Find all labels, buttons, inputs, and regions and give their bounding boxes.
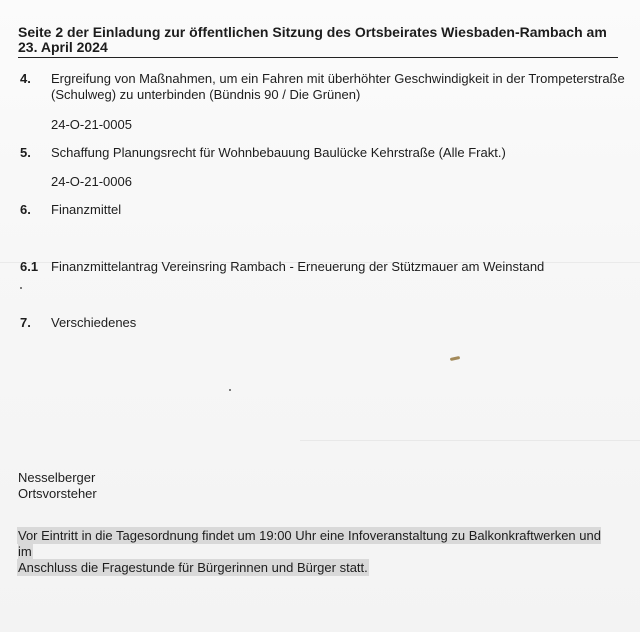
agenda-item-number: 6. [20, 202, 31, 217]
signature-name: Nesselberger [18, 470, 96, 485]
scan-smudge [450, 356, 460, 361]
highlighted-note [18, 528, 618, 576]
note-line: Vor Eintritt in die Tagesordnung findet um 19:00 Uhr eine Infoveranstaltung zu Balkonkraftwerken und im [18, 528, 601, 559]
page-header: Seite 2 der Einladung zur öffentlichen Sitzung des Ortsbeirates Wiesbaden-Rambach am 23. April 2024 [18, 25, 618, 58]
scan-speck [229, 389, 231, 391]
agenda-item-number: 7. [20, 315, 31, 330]
note-line: Anschluss die Fragestunde für Bürgerinnen und Bürger statt. [18, 560, 368, 575]
agenda-item-reference: 24-O-21-0006 [51, 174, 132, 189]
signature-block [18, 470, 97, 502]
scan-speck [20, 287, 22, 289]
signature-role: Ortsvorsteher [18, 486, 97, 501]
agenda-item-text: Finanzmittelantrag Vereinsring Rambach - Erneuerung der Stützmauer am Weinstand [51, 259, 545, 274]
agenda-item-text: Schaffung Planungsrecht für Wohnbebauung Baulücke Kehrstraße (Alle Frakt.) [51, 145, 506, 160]
agenda-item-text: Verschiedenes [51, 315, 137, 330]
agenda-item-text: Finanzmittel [51, 202, 122, 217]
agenda-item-number: 6.1 [20, 259, 39, 274]
agenda-item-number: 5. [20, 145, 31, 160]
agenda-item-number: 4. [20, 71, 31, 86]
agenda-item-reference: 24-O-21-0005 [51, 117, 132, 132]
paper-fold [300, 440, 640, 441]
agenda-item-text: Ergreifung von Maßnahmen, um ein Fahren mit überhöhter Geschwindigkeit in der Trompeterstraße (Schulweg) zu unterbinden (Bündnis 90 / Die Grünen) [51, 71, 625, 102]
